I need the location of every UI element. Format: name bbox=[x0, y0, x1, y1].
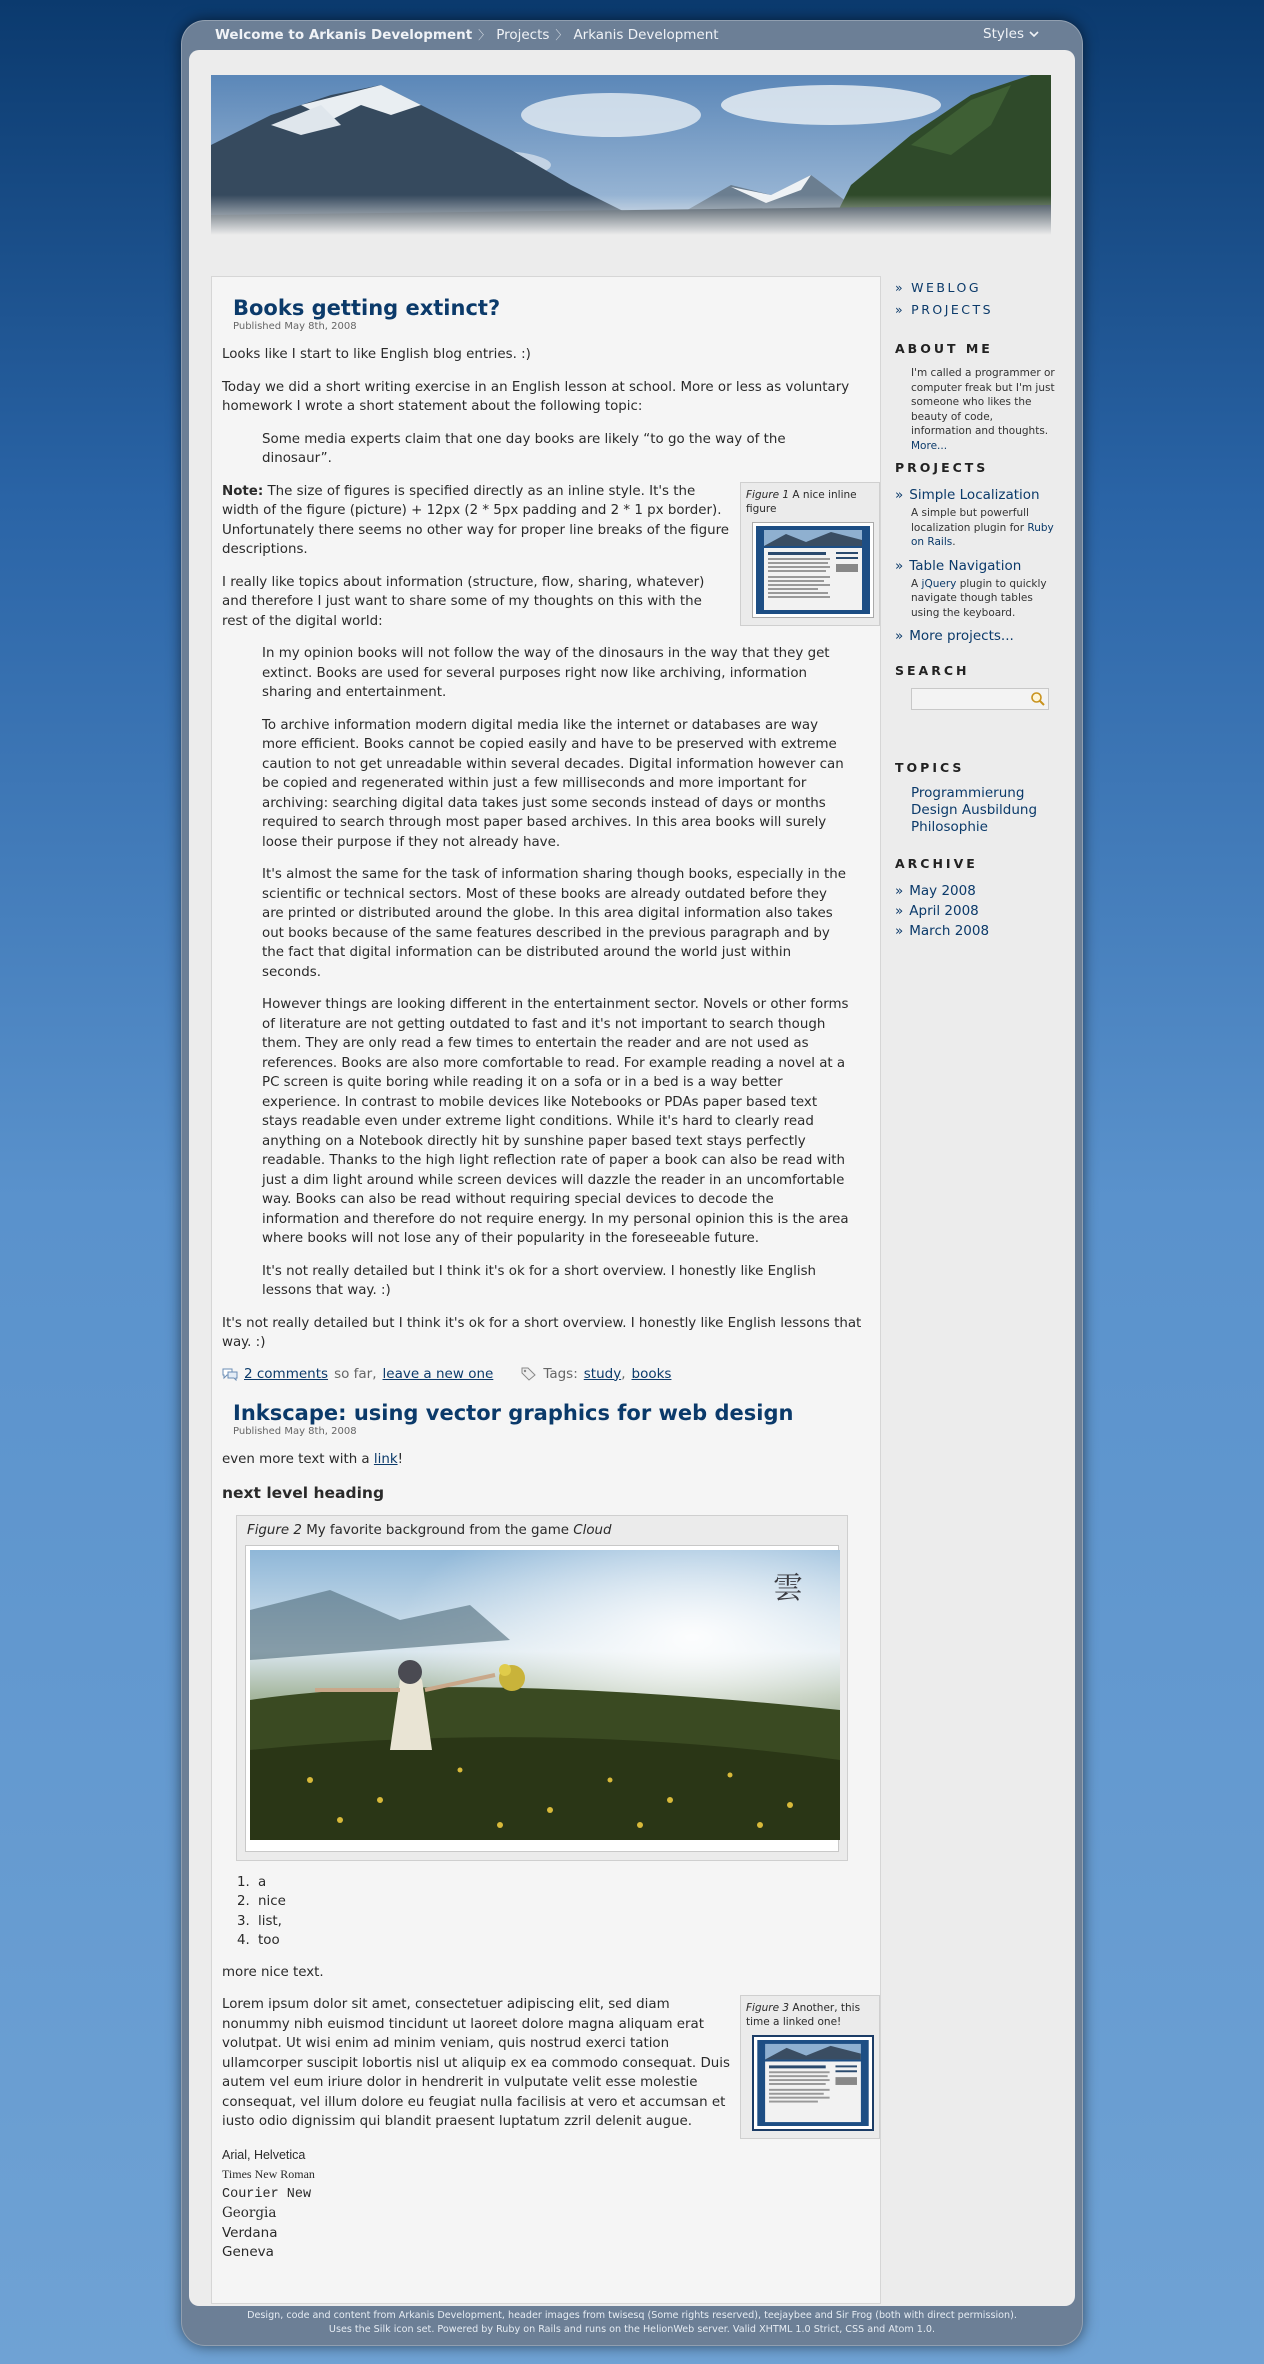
font-sample: Times New Roman bbox=[222, 2167, 315, 2181]
raquo-icon: » bbox=[895, 883, 904, 899]
font-sample: Arial, Helvetica bbox=[222, 2147, 306, 2162]
search-icon[interactable] bbox=[1030, 691, 1046, 707]
list-item: 2. nice bbox=[254, 1892, 872, 1912]
breadcrumb bbox=[215, 26, 719, 43]
so-far-text: so far, bbox=[334, 1365, 377, 1382]
text: A simple but powerfull localization plugin for bbox=[911, 507, 1029, 534]
more-projects-link[interactable] bbox=[895, 626, 1055, 646]
text: . bbox=[952, 536, 956, 548]
project-title: Table Navigation bbox=[909, 557, 1022, 574]
breadcrumb-projects-link[interactable]: Projects bbox=[496, 26, 550, 43]
font-sample: Courier New bbox=[222, 2186, 312, 2202]
project-description bbox=[911, 577, 1055, 621]
paragraph: Looks like I start to like English blog entries. :) bbox=[222, 347, 531, 362]
figure-caption: A nice inline figure bbox=[746, 488, 857, 515]
tag-books-link[interactable]: books bbox=[631, 1365, 672, 1382]
archive-label: March 2008 bbox=[909, 923, 990, 939]
chevron-down-icon bbox=[1029, 29, 1039, 39]
search-input[interactable] bbox=[911, 688, 1049, 710]
note-section bbox=[222, 482, 872, 632]
figure-image-frame bbox=[245, 1545, 839, 1852]
about-text bbox=[911, 366, 1055, 453]
ruby-on-rails-link[interactable]: Ruby on Rails bbox=[911, 521, 1054, 548]
tag-icon bbox=[521, 1367, 537, 1381]
leave-comment-link[interactable]: leave a new one bbox=[382, 1365, 494, 1382]
figure-3 bbox=[740, 1995, 880, 2139]
list-item: 4. too bbox=[254, 1931, 872, 1951]
breadcrumb-home-link[interactable]: Welcome to Arkanis Development bbox=[215, 26, 473, 43]
raquo-icon: » bbox=[895, 923, 904, 939]
figure-label: Figure 2 bbox=[247, 1523, 302, 1538]
search-heading: SEARCH bbox=[895, 663, 970, 678]
comments-icon bbox=[222, 1367, 238, 1381]
search-section bbox=[895, 663, 1055, 710]
raquo-icon: » bbox=[895, 487, 904, 503]
cloud-logo-icon bbox=[773, 1571, 803, 1606]
raquo-icon: » bbox=[895, 280, 906, 295]
site-frame bbox=[181, 20, 1083, 2346]
topic-link[interactable]: Programmierung bbox=[911, 785, 1025, 801]
inline-link[interactable]: link bbox=[373, 1452, 398, 1467]
styles-menu[interactable] bbox=[983, 26, 1039, 42]
tag-study-link[interactable]: study bbox=[583, 1365, 622, 1382]
figure-1 bbox=[740, 482, 880, 626]
sidebar-item-label: WEBLOG bbox=[911, 280, 982, 295]
blockquote: In my opinion books will not follow the way of the dinosaurs in the way that they get extinct. Books are used for several purposes right now like archiving, information sharing and entertainment. bbox=[262, 646, 830, 700]
blockquote: However things are looking different in the entertainment sector. Novels or other forms of literature are not getting outdated to fast and it's not important to search though them. They are only read a few times to entertain the reader and are not used as references. Books are also more comfortable to read. For example reading a novel at a PC screen is quite boring while reading it on a sofa or in a bed is a way better experience. In contrast to mobile devices like Notebooks or PDAs paper based text stays readable even under extreme light conditions. While it's hard to clearly read anything on a Notebook directly hit by sunshine paper based text stays perfectly readable. Thanks to the high light reflection rate of paper a book can also be read with just a dim light around while screen devices will dazzle the reader in an uncomfortable way. Books can also be read without requiring special devices to decode the information and therefore do not require energy. In my personal opinion this is the area where books will not lose any of their popularity in the foreseeable future. bbox=[262, 997, 849, 1246]
post-title-link[interactable]: Inkscape: using vector graphics for web design bbox=[233, 1401, 794, 1425]
section-heading: next level heading bbox=[222, 1483, 385, 1502]
font-samples bbox=[222, 2146, 872, 2263]
svg-text:雲: 雲 bbox=[773, 1571, 803, 1606]
about-more-link[interactable]: More... bbox=[911, 439, 948, 452]
jquery-link[interactable]: jQuery bbox=[921, 577, 957, 590]
post-date: Published May 8th, 2008 bbox=[233, 1426, 357, 1437]
figure-2 bbox=[236, 1515, 848, 1861]
text: My favorite background from the game bbox=[301, 1523, 574, 1538]
lorem-section bbox=[222, 1995, 872, 2132]
text: plugin to quickly navigate though tables using the keyboard. bbox=[911, 577, 1047, 619]
ordered-list bbox=[254, 1873, 872, 1951]
projects-section bbox=[895, 460, 1055, 646]
font-sample: Georgia bbox=[222, 2205, 277, 2221]
projects-heading: PROJECTS bbox=[895, 460, 989, 475]
sidebar-item-projects[interactable] bbox=[895, 300, 1055, 320]
page-area bbox=[189, 50, 1075, 2306]
comments-link[interactable]: 2 comments bbox=[244, 1365, 329, 1382]
lorem-paragraph: Lorem ipsum dolor sit amet, consectetuer adipiscing elit, sed diam nonummy nibh euismod tincidunt ut laoreet dolore magna aliquam erat volutpat. Ut wisi enim ad minim veniam, quis nostrud exerci tation ullamcorper suscipit lobortis nisl ut aliquip ex ea commodo consequat. Duis autem vel eum iriure dolor in hendrerit in vulputate velit esse molestie consequat, vel illum dolore eu feugiat nulla facilisis at vero et accumsan et iusto odio dignissim qui blandit praesent luptatum zzril delenit augue. bbox=[222, 1997, 730, 2129]
header-mountain-image bbox=[211, 75, 1051, 235]
font-sample: Geneva bbox=[222, 2244, 274, 2260]
paragraph bbox=[222, 1450, 872, 1470]
list-item: 3. list, bbox=[254, 1912, 872, 1932]
project-simple-localization-link[interactable] bbox=[895, 485, 1055, 505]
font-sample: Verdana bbox=[222, 2224, 278, 2241]
post-meta: 2 comments so far, leave a new one Tags: study , books bbox=[222, 1365, 872, 1385]
breadcrumb-separator-icon: 〉 bbox=[478, 28, 491, 42]
note-text: The size of figures is specified directly as an inline style. It's the width of the figure (picture) + 12px (2 * 5px padding and 2 * 1 px border). Unfortunately there seems no other way for proper line breaks of the figure descriptions. bbox=[222, 483, 730, 557]
text: ! bbox=[397, 1452, 403, 1467]
breadcrumb-current[interactable]: Arkanis Development bbox=[573, 26, 719, 43]
tags-label: Tags: bbox=[543, 1365, 578, 1382]
post-inkscape bbox=[222, 1400, 872, 2263]
raquo-icon: » bbox=[895, 302, 906, 317]
main-content bbox=[211, 276, 881, 2304]
sidebar-nav bbox=[895, 278, 1055, 320]
blockquote: To archive information modern digital media like the internet or databases are way more efficient. Books cannot be copied easily and have to be preserved with extreme caution to not get unreadable within several decades. Digital information however can be copied and regenerated within just a few milliseconds and more important for archiving: searching digital data takes just some seconds instead of days or months required to search through most paper based archives. In this area books will surely loose their purpose if they not already have. bbox=[262, 717, 844, 850]
topics-section bbox=[895, 760, 1055, 836]
post-books-extinct bbox=[222, 295, 872, 1384]
archive-item-link[interactable] bbox=[895, 921, 1055, 941]
figure-thumbnail bbox=[752, 522, 874, 618]
sidebar-item-weblog[interactable] bbox=[895, 278, 1055, 298]
footer-line: Design, code and content from Arkanis Development, header images from twisesq (Some rights reserved), teejaybee and Sir Frog (both with direct permission). bbox=[247, 2310, 1017, 2321]
styles-menu-label: Styles bbox=[983, 26, 1024, 42]
paragraph: I really like topics about information (structure, flow, sharing, whatever) and therefore I just want to share some of my thoughts on this with the rest of the digital world: bbox=[222, 574, 705, 629]
footer-line: Uses the Silk icon set. Powered by Ruby on Rails and runs on the HelionWeb server. Valid XHTML 1.0 Strict, CSS and Atom 1.0. bbox=[328, 2324, 936, 2335]
topic-link[interactable]: Design Ausbildung bbox=[911, 802, 1038, 818]
archive-section bbox=[895, 856, 1055, 941]
text: even more text with a bbox=[222, 1452, 374, 1467]
paragraph: Today we did a short writing exercise in an English lesson at school. More or less as voluntary homework I wrote a short statement about the following topic: bbox=[222, 379, 850, 414]
archive-item-link[interactable] bbox=[895, 881, 1055, 901]
project-title: Simple Localization bbox=[909, 487, 1040, 503]
footer bbox=[181, 2309, 1083, 2337]
blockquote: It's almost the same for the task of information sharing though books, especially in the scientific or technical sectors. Most of these books are already outdated before they are printed or distributed around the globe. In this area digital information also takes out books because of the same features described in the previous paragraph and by the fact that digital information can be distributed around the world just within seconds. bbox=[262, 867, 846, 980]
text: I'm called a programmer or computer freak but I'm just someone who likes the beauty of code, information and thoughts. bbox=[911, 367, 1055, 437]
post-title-link[interactable]: Books getting extinct? bbox=[233, 296, 501, 320]
archive-label: April 2008 bbox=[909, 903, 979, 919]
raquo-icon: » bbox=[895, 903, 904, 919]
text: A bbox=[911, 577, 922, 590]
paragraph: more nice text. bbox=[222, 1964, 324, 1980]
post-date: Published May 8th, 2008 bbox=[233, 321, 357, 332]
sidebar-item-label: PROJECTS bbox=[911, 302, 994, 317]
blockquote: It's not really detailed but I think it's ok for a short overview. I honestly like English lessons that way. :) bbox=[262, 1263, 817, 1298]
project-description bbox=[911, 506, 1055, 550]
blockquote: Some media experts claim that one day books are likely “to go the way of the dinosaur”. bbox=[262, 431, 786, 466]
figure-label: Figure 3 bbox=[746, 2002, 790, 2014]
raquo-icon: » bbox=[895, 628, 904, 644]
archive-label: May 2008 bbox=[909, 883, 976, 899]
cloud-wallpaper-image bbox=[250, 1550, 840, 1840]
about-section bbox=[895, 341, 1055, 453]
topic-link[interactable]: Philosophie bbox=[911, 819, 988, 835]
note-label: Note: bbox=[222, 483, 264, 499]
archive-item-link[interactable] bbox=[895, 901, 1055, 921]
project-table-navigation-link[interactable] bbox=[895, 556, 1055, 576]
about-heading: ABOUT ME bbox=[895, 341, 993, 356]
list-item: 1. a bbox=[254, 1873, 872, 1893]
archive-heading: ARCHIVE bbox=[895, 856, 978, 871]
figure-caption bbox=[247, 1522, 839, 1539]
raquo-icon: » bbox=[895, 557, 904, 574]
breadcrumb-separator-icon: 〉 bbox=[555, 28, 568, 42]
game-name: Cloud bbox=[573, 1523, 612, 1538]
topics-heading: TOPICS bbox=[895, 760, 965, 775]
link-label: More projects... bbox=[909, 628, 1014, 644]
paragraph: It's not really detailed but I think it's ok for a short overview. I honestly like English lessons that way. :) bbox=[222, 1315, 862, 1350]
figure-label: Figure 1 bbox=[746, 488, 790, 501]
figure-thumbnail-link[interactable] bbox=[752, 2035, 874, 2131]
figure-caption: Another, this time a linked one! bbox=[746, 2002, 861, 2028]
